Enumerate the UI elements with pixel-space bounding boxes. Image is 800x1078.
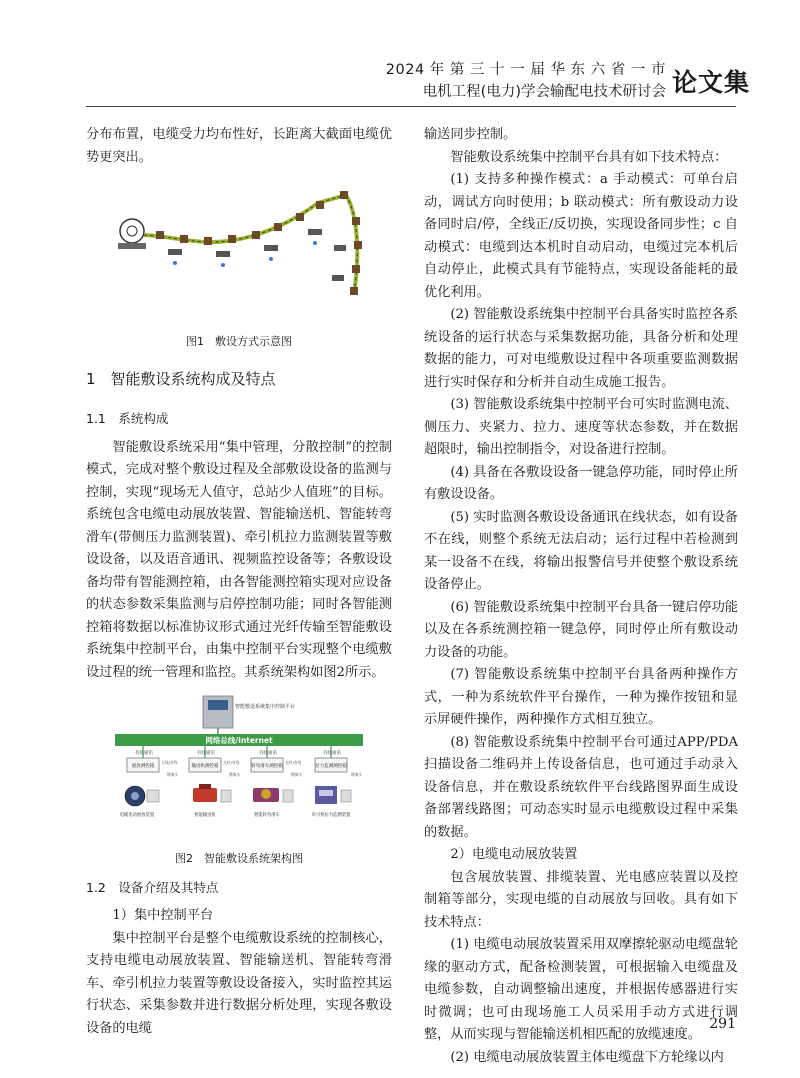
- right-column: [424, 124, 738, 1069]
- platform-label: 智能敷设系统集中控制平台: [235, 704, 296, 710]
- paragraph-r7: (6) 智能敷设系统集中控制平台具备一键启停功能以及在各系统测控箱一键急停，同时停止所有敷设动力设备的功能。: [424, 599, 738, 660]
- paragraph-r1: 智能敷设系统集中控制平台具有如下技术特点：: [450, 149, 728, 165]
- intro-paragraph: 分布布置，电缆受力均布性好，长距离大截面电缆优势更突出。: [86, 127, 392, 165]
- box-label-3: 转弯滑车测控箱: [251, 764, 283, 769]
- conference-title-line2: 电机工程(电力)学会输配电技术研讨会: [422, 84, 666, 100]
- paragraph-r5: (4) 具备在各敷设设备一键急停功能，同时停止所有敷设设备。: [424, 464, 738, 502]
- subsection-1-1-paragraph: 智能敷设系统采用“集中管理，分散控制”的控制模式，完成对整个敷设过程及全部敷设设备的监测与控制，实现“现场无人值守，总站少人值班”的目标。系统包含电缆电动展放装置、智能输送机、智能转弯滑车(带侧压力监测装置)、牵引机拉力监测装置等敷设设备，以及语音通讯、视频监控设备等；各敷设设备均带有智能测控箱，由各智能测控箱实现对应设备的状态参数采集监测与启停控制功能；同时各智能测控箱将数据以标准协议形式通过光纤传输至智能敷设系统集中控制平台，由集中控制平台实现整个电缆敷设过程的统一管理和监控。其系统架构如图2所示。: [86, 439, 392, 680]
- paragraph-r0: 输送同步控制。: [424, 127, 517, 142]
- tension-device-icon: [315, 786, 351, 804]
- link-label-1: 无线/有线: [161, 760, 178, 765]
- conference-title-line1: 2024 年 第 三 十 一 届 华 东 六 省 一 市: [385, 62, 666, 78]
- link-label-2: 光纤/有线: [223, 760, 240, 765]
- paragraph-r12: (1) 电缆电动展放装置采用双摩擦轮驱动电缆盘轮缘的驱动方式，配备检测装置，可根据输入电缆盘及电缆参数，自动调整输出速度，并根据传感器进行实时微调；也可由现场施工人员采用手动方式进行调整，从而实现与智能输送机相匹配的放缆速度。: [424, 937, 738, 1042]
- page-number: 291: [709, 1016, 736, 1032]
- system-architecture-diagram: [111, 694, 367, 842]
- comm-label-3: 有线通讯: [259, 751, 277, 756]
- box-label-2: 输送机测控箱: [191, 764, 219, 769]
- paragraph-r4: (3) 智能敷设系统集中控制平台可实时监测电流、侧压力、夹紧力、拉力、速度等状态参数，并在数据超限时，输出控制指令，对设备进行控制。: [424, 397, 738, 457]
- box-label-1: 展放测控箱: [131, 764, 155, 769]
- subsection-1-2-title: 1.2 设备介绍及其特点: [86, 879, 219, 895]
- cam-label-1: 摄像头: [167, 772, 179, 777]
- comm-label-1: 有线通讯: [135, 751, 153, 756]
- section-1-title: 1 智能敷设系统构成及特点: [86, 369, 276, 388]
- box-label-4: 拉力监测测控箱: [315, 764, 347, 769]
- bus-label: 网络总线/Internet: [205, 736, 273, 745]
- item-1-title: 1）集中控制平台: [112, 908, 214, 923]
- figure-1: [108, 175, 370, 325]
- comm-label-2: 有线通讯: [197, 751, 215, 756]
- page-header: [0, 0, 800, 108]
- paragraph-r2: (1) 支持多种操作模式：a 手动模式：可单台启动，调试方向时使用；b 联动模式：所有敷设动力设备同时启/停，全线正/反切换，实现设备同步性；c 自动模式：电缆到达本机时自动启动，电缆过完本机后自动停止，此模式具有节能特点，实现设备能耗的最优化利用。: [424, 172, 738, 300]
- paragraph-r10: 2）电缆电动展放装置: [450, 847, 578, 862]
- cable-laying-diagram: [108, 175, 370, 325]
- link-label-3: 光纤/有线: [285, 760, 302, 765]
- reel-device-icon: [125, 786, 159, 806]
- cam-label-4: 摄像头: [351, 772, 363, 777]
- paragraph-r9: (8) 智能敷设系统集中控制平台可通过APP/PDA扫描设备二维码并上传设备信息，也可通过手动录入设备信息，并在敷设系统软件平台线路图界面生成设备部署线路图；可动态实时显示电缆敷设过程中采集的数据。: [424, 734, 738, 840]
- figure-2: [111, 694, 367, 842]
- subsection-1-1-title: 1.1 系统构成: [86, 411, 169, 426]
- paragraph-r11: 包含展放装置、排缆装置、光电感应装置以及控制箱等部分，实现电缆的自动展放与回收。具有如下技术特点：: [424, 869, 738, 930]
- pulley-device-icon: [253, 788, 293, 802]
- item-1-paragraph: 集中控制平台是整个电缆敷设系统的控制核心，支持电缆电动展放装置、智能输送机、智能转弯滑车、牵引机拉力装置等敷设设备接入，实时监控其运行状态、采集参数并进行数据分析处理，实现各敷设设备的电缆: [86, 930, 392, 1036]
- header-rule: [86, 106, 736, 107]
- figure-1-caption: 图1 敷设方式示意图: [186, 335, 292, 348]
- device-label-2: 智能输送机: [194, 813, 216, 818]
- cam-label-3: 摄像头: [291, 772, 303, 777]
- cam-label-2: 摄像头: [229, 772, 241, 777]
- comm-label-4: 有线通讯: [323, 751, 341, 756]
- paragraph-r8: (7) 智能敷设系统集中控制平台具备两种操作方式，一种为系统软件平台操作，一种为操作按钮和显示屏硬件操作，两种操作方式相互独立。: [424, 667, 738, 727]
- conveyor-device-icon: [193, 784, 231, 802]
- device-label-4: 牵引机拉力监测装置: [311, 813, 351, 818]
- paragraph-r6: (5) 实时监测各敷设设备通讯在线状态，如有设备不在线，则整个系统无法启动；运行过程中若检测到某一设备不在线，将输出报警信号并使整个敷设系统设备停止。: [424, 509, 738, 592]
- figure-2-caption: 图2 智能敷设系统架构图: [175, 852, 303, 865]
- collection-title: 论文集: [672, 68, 751, 97]
- device-label-3: 智能转弯滑车: [254, 813, 280, 818]
- paragraph-r13: (2) 电缆电动展放装置主体电缆盘下方轮缘以内: [450, 1049, 724, 1065]
- left-column: [86, 124, 392, 1040]
- device-label-1: 电缆电动展放装置: [119, 813, 155, 818]
- paragraph-r3: (2) 智能敷设系统集中控制平台具备实时监控各系统设备的运行状态与采集数据功能，具备分析和处理数据的能力，可对电缆敷设过程中各项重要监测数据进行实时保存和分析并自动生成施工报告。: [424, 307, 738, 390]
